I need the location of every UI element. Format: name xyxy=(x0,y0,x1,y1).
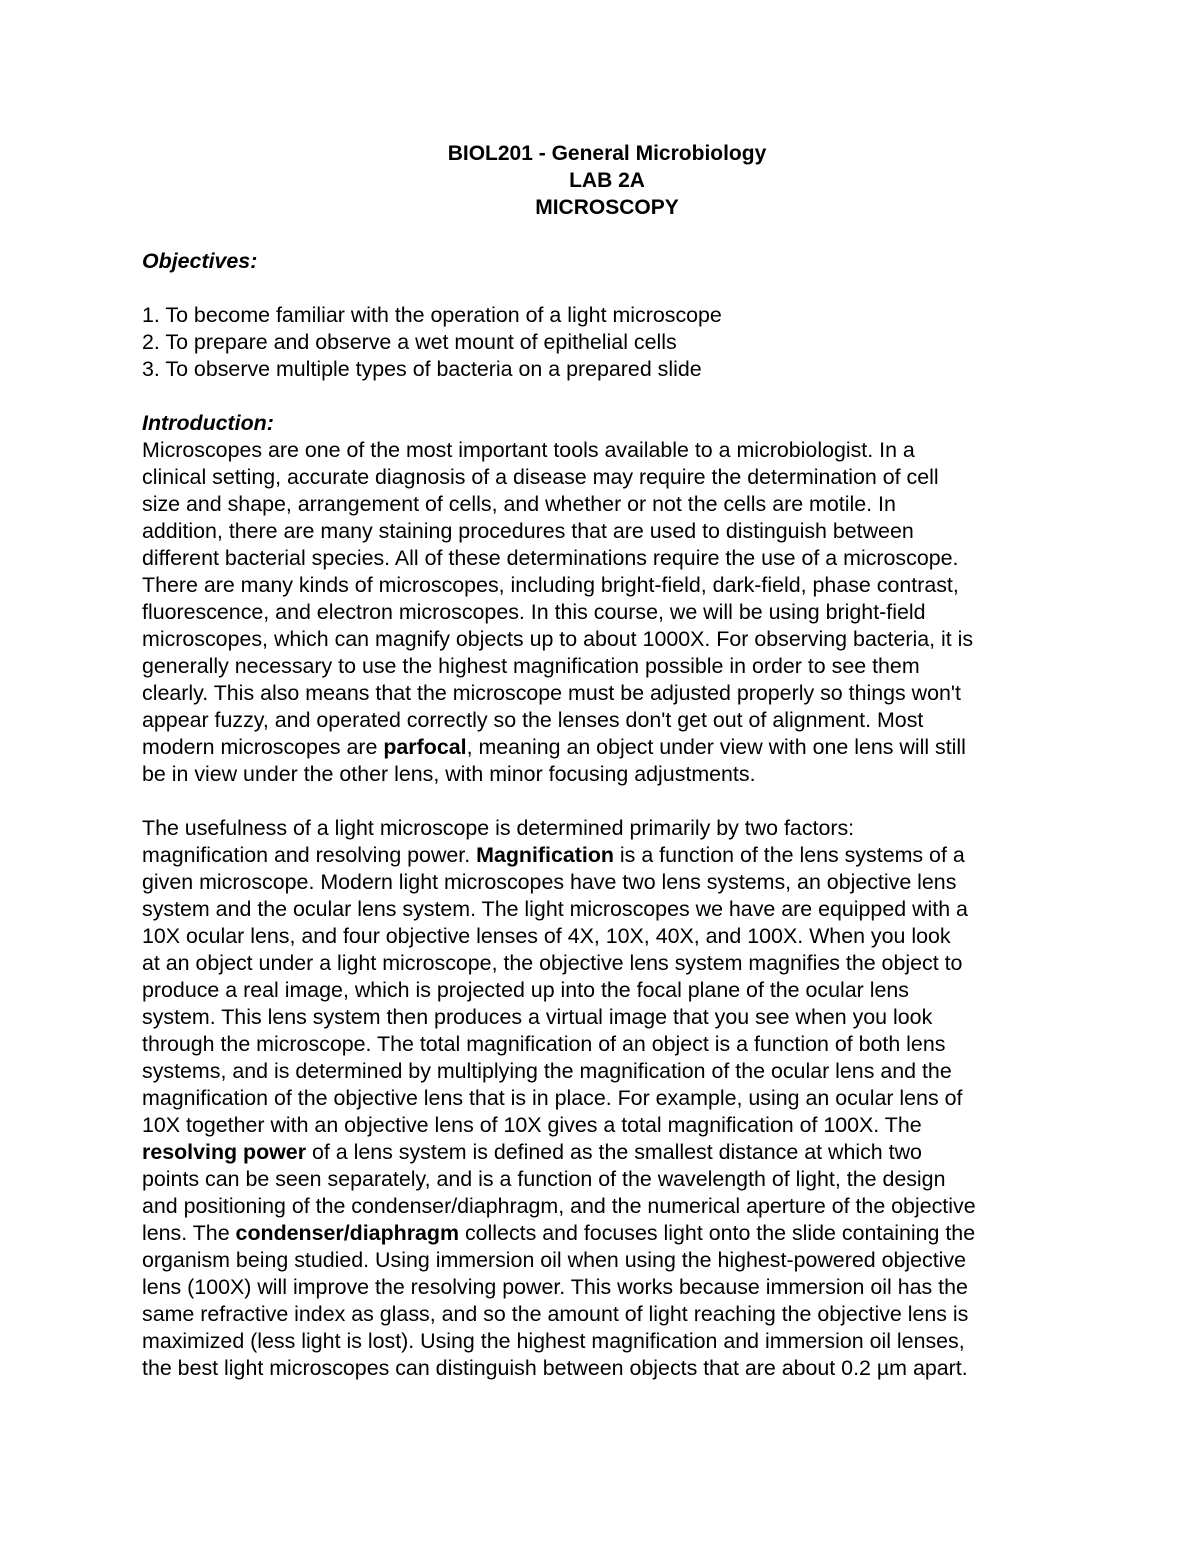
spacer xyxy=(142,788,1072,815)
text-line: There are many kinds of microscopes, including bright-field, dark-field, phase contrast, xyxy=(142,573,959,597)
text-run: , meaning an object under view with one lens will still xyxy=(466,735,966,759)
text-line: given microscope. Modern light microscopes have two lens systems, an objective lens xyxy=(142,870,957,894)
spacer xyxy=(142,383,1072,410)
course-title: BIOL201 - General Microbiology xyxy=(447,142,767,165)
objective-item: 3. To observe multiple types of bacteria on a prepared slide xyxy=(142,357,702,381)
text-line: different bacterial species. All of these determinations require the use of a microscope. xyxy=(142,546,959,570)
term-resolving-power: resolving power xyxy=(142,1140,307,1164)
term-magnification: Magnification xyxy=(476,843,614,867)
lab-topic: MICROSCOPY xyxy=(535,196,679,219)
text-line xyxy=(142,842,1072,869)
text-run: is a function of the lens systems of a xyxy=(613,843,965,867)
text-run: collects and focuses light onto the slide containing the xyxy=(459,1221,976,1245)
document-page xyxy=(142,140,1072,1382)
text-line: systems, and is determined by multiplying the magnification of the ocular lens and the xyxy=(142,1059,952,1083)
text-line: same refractive index as glass, and so the amount of light reaching the objective lens is xyxy=(142,1302,969,1326)
text-line: be in view under the other lens, with minor focusing adjustments. xyxy=(142,762,756,786)
lab-number: LAB 2A xyxy=(569,169,645,192)
text-line: 10X ocular lens, and four objective lenses of 4X, 10X, 40X, and 100X. When you look xyxy=(142,924,951,948)
text-line: clinical setting, accurate diagnosis of a disease may require the determination of cell xyxy=(142,465,939,489)
spacer xyxy=(142,221,1072,248)
text-line: magnification of the objective lens that is in place. For example, using an ocular lens of xyxy=(142,1086,963,1110)
introduction-paragraph-1 xyxy=(142,437,1072,788)
objective-item: 2. To prepare and observe a wet mount of epithelial cells xyxy=(142,330,677,354)
text-run: lens. The xyxy=(142,1221,236,1245)
text-line xyxy=(142,1220,1072,1247)
text-line: addition, there are many staining procedures that are used to distinguish between xyxy=(142,519,914,543)
objectives-heading: Objectives: xyxy=(142,249,258,273)
spacer xyxy=(142,275,1072,302)
objectives-list xyxy=(142,302,1072,383)
text-line xyxy=(142,1139,1072,1166)
text-line: lens (100X) will improve the resolving power. This works because immersion oil has the xyxy=(142,1275,968,1299)
text-line: microscopes, which can magnify objects up to about 1000X. For observing bacteria, it is xyxy=(142,627,974,651)
term-condenser-diaphragm: condenser/diaphragm xyxy=(235,1221,460,1245)
text-line: maximized (less light is lost). Using the highest magnification and immersion oil lenses, xyxy=(142,1329,965,1353)
text-line: produce a real image, which is projected up into the focal plane of the ocular lens xyxy=(142,978,909,1002)
text-line: system and the ocular lens system. The light microscopes we have are equipped with a xyxy=(142,897,968,921)
text-run: magnification and resolving power. xyxy=(142,843,477,867)
text-line: the best light microscopes can distinguish between objects that are about 0.2 µm apart. xyxy=(142,1356,968,1380)
text-line: organism being studied. Using immersion oil when using the highest-powered objective xyxy=(142,1248,966,1272)
text-line: and positioning of the condenser/diaphragm, and the numerical aperture of the objective xyxy=(142,1194,976,1218)
text-run: modern microscopes are xyxy=(142,735,384,759)
text-line: size and shape, arrangement of cells, and whether or not the cells are motile. In xyxy=(142,492,896,516)
text-line: system. This lens system then produces a virtual image that you see when you look xyxy=(142,1005,933,1029)
text-line: clearly. This also means that the microscope must be adjusted properly so things won't xyxy=(142,681,961,705)
text-line: points can be seen separately, and is a function of the wavelength of light, the design xyxy=(142,1167,946,1191)
term-parfocal: parfocal xyxy=(383,735,467,759)
objective-item: 1. To become familiar with the operation of a light microscope xyxy=(142,303,722,327)
text-line: through the microscope. The total magnification of an object is a function of both lens xyxy=(142,1032,946,1056)
text-line: fluorescence, and electron microscopes. In this course, we will be using bright-field xyxy=(142,600,926,624)
text-run: of a lens system is defined as the smallest distance at which two xyxy=(306,1140,922,1164)
introduction-paragraph-2 xyxy=(142,815,1072,1382)
text-line: 10X together with an objective lens of 10X gives a total magnification of 100X. The xyxy=(142,1113,922,1137)
text-line: at an object under a light microscope, the objective lens system magnifies the object to xyxy=(142,951,963,975)
introduction-heading: Introduction: xyxy=(142,411,274,435)
text-line: generally necessary to use the highest magnification possible in order to see them xyxy=(142,654,920,678)
text-line: Microscopes are one of the most important tools available to a microbiologist. In a xyxy=(142,438,915,462)
text-line: appear fuzzy, and operated correctly so the lenses don't get out of alignment. Most xyxy=(142,708,924,732)
text-line: The usefulness of a light microscope is determined primarily by two factors: xyxy=(142,816,855,840)
text-line xyxy=(142,734,1072,761)
document-header xyxy=(142,140,1072,221)
